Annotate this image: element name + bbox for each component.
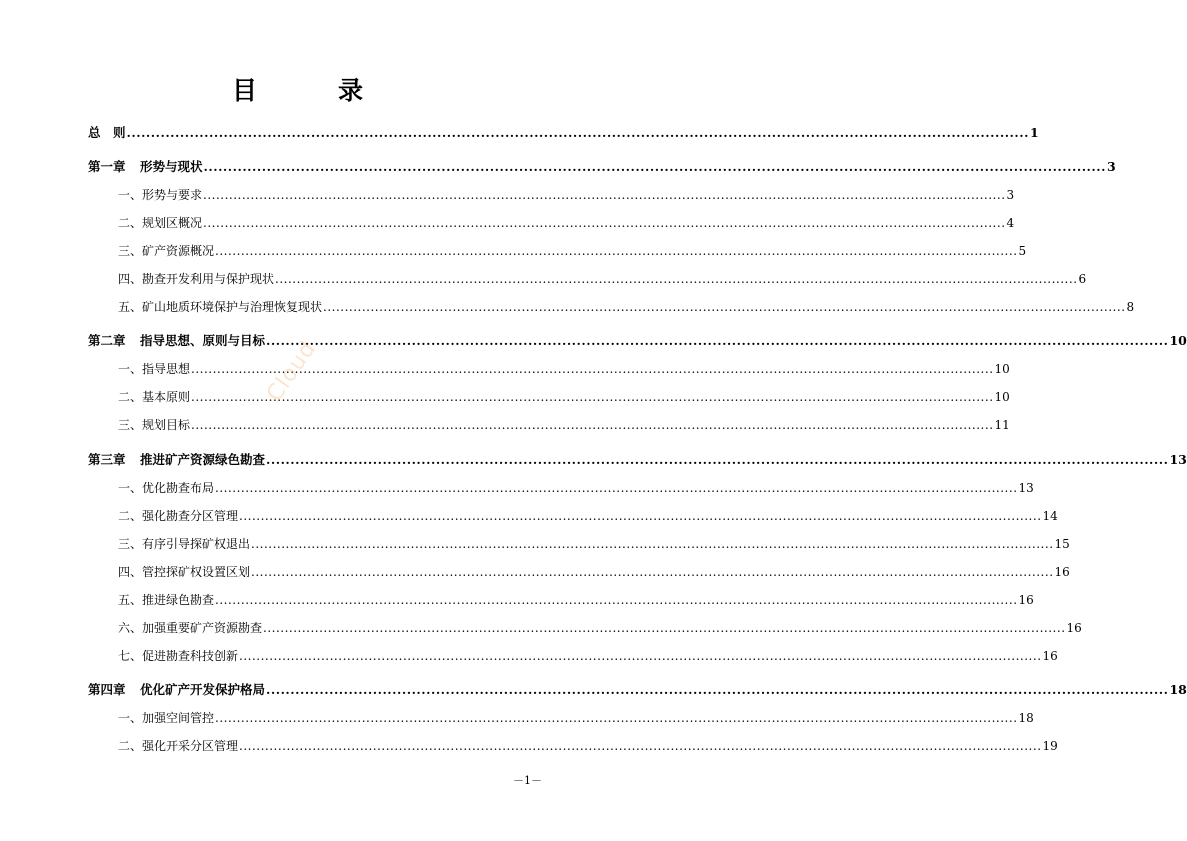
toc-page-number: 14: [1042, 509, 1058, 523]
toc-title: 规划区概况: [142, 216, 203, 230]
toc-entry-chapter-4[interactable]: [88, 681, 1187, 699]
watermark: Cloud: [262, 336, 322, 407]
page-footer-number: －1－: [513, 774, 542, 787]
toc-title: 矿山地质环境保护与治理恢复现状: [142, 300, 323, 314]
toc-dot-leader: ..........................................................................................................................................................................................: [215, 711, 1018, 725]
toc-title: 优化勘查布局: [142, 481, 215, 495]
toc-page-number: 18: [1018, 711, 1034, 725]
toc-section-number: 三、: [118, 418, 143, 432]
toc-entry-section[interactable]: [118, 619, 1082, 637]
toc-entry-section[interactable]: [118, 270, 1087, 288]
toc-section-number: 一、: [118, 188, 143, 202]
toc-page-number: 16: [1054, 565, 1070, 579]
toc-entry-section[interactable]: [118, 563, 1070, 581]
toc-title: 有序引导探矿权退出: [142, 537, 251, 551]
toc-chapter-number: 总 则: [88, 125, 126, 140]
toc-dot-leader: ..........................................................................................................................................................................................: [191, 418, 994, 432]
toc-title: 矿产资源概况: [142, 244, 215, 258]
toc-section-number: 二、: [118, 509, 143, 523]
toc-dot-leader: ..........................................................................................................................................................................................: [215, 481, 1018, 495]
toc-entry-section[interactable]: [118, 479, 1034, 497]
toc-page-number: 4: [1006, 216, 1015, 230]
toc-dot-leader: ..........................................................................................................................................................................................: [251, 537, 1054, 551]
toc-page-number: 16: [1018, 593, 1034, 607]
toc-entry-section[interactable]: [118, 709, 1034, 727]
toc-title: 强化开采分区管理: [142, 739, 239, 753]
toc-title: 促进勘查科技创新: [142, 649, 239, 663]
toc-entry-section[interactable]: [118, 416, 1010, 434]
toc-section-number: 二、: [118, 390, 143, 404]
toc-title: 指导思想: [142, 362, 191, 376]
toc-title: 加强空间管控: [142, 711, 215, 725]
toc-chapter-number: 第一章: [88, 159, 126, 174]
toc-page-number: 11: [994, 418, 1010, 432]
toc-page-number: 10: [1169, 333, 1187, 348]
toc-entry-section[interactable]: [118, 186, 1015, 204]
toc-section-number: 二、: [118, 739, 143, 753]
toc-title: 强化勘查分区管理: [142, 509, 239, 523]
toc-section-number: 一、: [118, 362, 143, 376]
page-title: 目 录: [231, 76, 391, 105]
toc-dot-leader: ..........................................................................................................................................................................................: [266, 682, 1169, 697]
toc-title: 规划目标: [142, 418, 191, 432]
toc-page-number: 6: [1078, 272, 1087, 286]
toc-section-number: 一、: [118, 481, 143, 495]
toc-entry-chapter-3[interactable]: [88, 451, 1187, 469]
toc-entry-section[interactable]: [118, 535, 1070, 553]
toc-chapter-number: 第四章: [88, 682, 126, 697]
toc-title: 基本原则: [142, 390, 191, 404]
toc-entry-section[interactable]: [118, 214, 1015, 232]
toc-section-number: 三、: [118, 537, 143, 551]
toc-page-number: 1: [1029, 125, 1039, 140]
toc-dot-leader: ..........................................................................................................................................................................................: [266, 333, 1169, 348]
toc-entry-section[interactable]: [118, 242, 1027, 260]
toc-section-number: 六、: [118, 621, 143, 635]
toc-title: 优化矿产开发保护格局: [140, 682, 266, 697]
toc-page-number: 16: [1066, 621, 1082, 635]
toc-section-number: 四、: [118, 565, 143, 579]
toc-page-number: 10: [994, 390, 1010, 404]
toc-chapter-number: 第二章: [88, 333, 126, 348]
toc-section-number: 四、: [118, 272, 143, 286]
toc-dot-leader: ..........................................................................................................................................................................................: [239, 739, 1042, 753]
toc-page-number: 3: [1106, 159, 1116, 174]
toc-dot-leader: ..........................................................................................................................................................................................: [203, 159, 1106, 174]
toc-section-number: 一、: [118, 711, 143, 725]
toc-title: 形势与要求: [142, 188, 203, 202]
toc-page-number: 13: [1169, 452, 1187, 467]
toc-section-number: 七、: [118, 649, 143, 663]
toc-dot-leader: ..........................................................................................................................................................................................: [126, 125, 1029, 140]
toc-dot-leader: ..........................................................................................................................................................................................: [251, 565, 1054, 579]
toc-page-number: 3: [1006, 188, 1015, 202]
toc-chapter-number: 第三章: [88, 452, 126, 467]
toc-page-number: 13: [1018, 481, 1034, 495]
toc-dot-leader: ..........................................................................................................................................................................................: [263, 621, 1066, 635]
toc-title: 指导思想、原则与目标: [140, 333, 266, 348]
toc-entry-section[interactable]: [118, 647, 1058, 665]
toc-dot-leader: ..........................................................................................................................................................................................: [191, 390, 994, 404]
toc-section-number: 五、: [118, 300, 143, 314]
toc-entry-section[interactable]: [118, 737, 1058, 755]
toc-title: 推进绿色勘查: [142, 593, 215, 607]
toc-page-number: 15: [1054, 537, 1070, 551]
toc-dot-leader: ..........................................................................................................................................................................................: [275, 272, 1078, 286]
toc-dot-leader: ..........................................................................................................................................................................................: [239, 509, 1042, 523]
toc-entry-section[interactable]: [118, 591, 1034, 609]
toc-dot-leader: ..........................................................................................................................................................................................: [215, 244, 1018, 258]
toc-entry-section[interactable]: [118, 388, 1010, 406]
toc-page-number: 18: [1169, 682, 1187, 697]
toc-title: 推进矿产资源绿色勘查: [140, 452, 266, 467]
toc-entry-chapter-1[interactable]: [88, 158, 1116, 176]
toc-title: 形势与现状: [140, 159, 203, 174]
toc-title: 加强重要矿产资源勘查: [142, 621, 263, 635]
toc-title: 勘查开发利用与保护现状: [142, 272, 275, 286]
toc-page-number: 16: [1042, 649, 1058, 663]
toc-dot-leader: ..........................................................................................................................................................................................: [266, 452, 1169, 467]
toc-dot-leader: ..........................................................................................................................................................................................: [239, 649, 1042, 663]
toc-title: 管控探矿权设置区划: [142, 565, 251, 579]
toc-page-number: 5: [1018, 244, 1027, 258]
toc-section-number: 二、: [118, 216, 143, 230]
toc-section-number: 五、: [118, 593, 143, 607]
toc-entry-section[interactable]: [118, 298, 1135, 316]
toc-page-number: 19: [1042, 739, 1058, 753]
toc-page-number: 10: [994, 362, 1010, 376]
toc-dot-leader: ..........................................................................................................................................................................................: [203, 216, 1006, 230]
toc-dot-leader: ..........................................................................................................................................................................................: [203, 188, 1006, 202]
toc-entry-section[interactable]: [118, 360, 1010, 378]
toc-page-number: 8: [1126, 300, 1135, 314]
toc-entry-general[interactable]: [88, 124, 1039, 142]
toc-entry-section[interactable]: [118, 507, 1058, 525]
toc-dot-leader: ..........................................................................................................................................................................................: [215, 593, 1018, 607]
toc-section-number: 三、: [118, 244, 143, 258]
toc-dot-leader: ..........................................................................................................................................................................................: [191, 362, 994, 376]
toc-dot-leader: ..........................................................................................................................................................................................: [323, 300, 1126, 314]
